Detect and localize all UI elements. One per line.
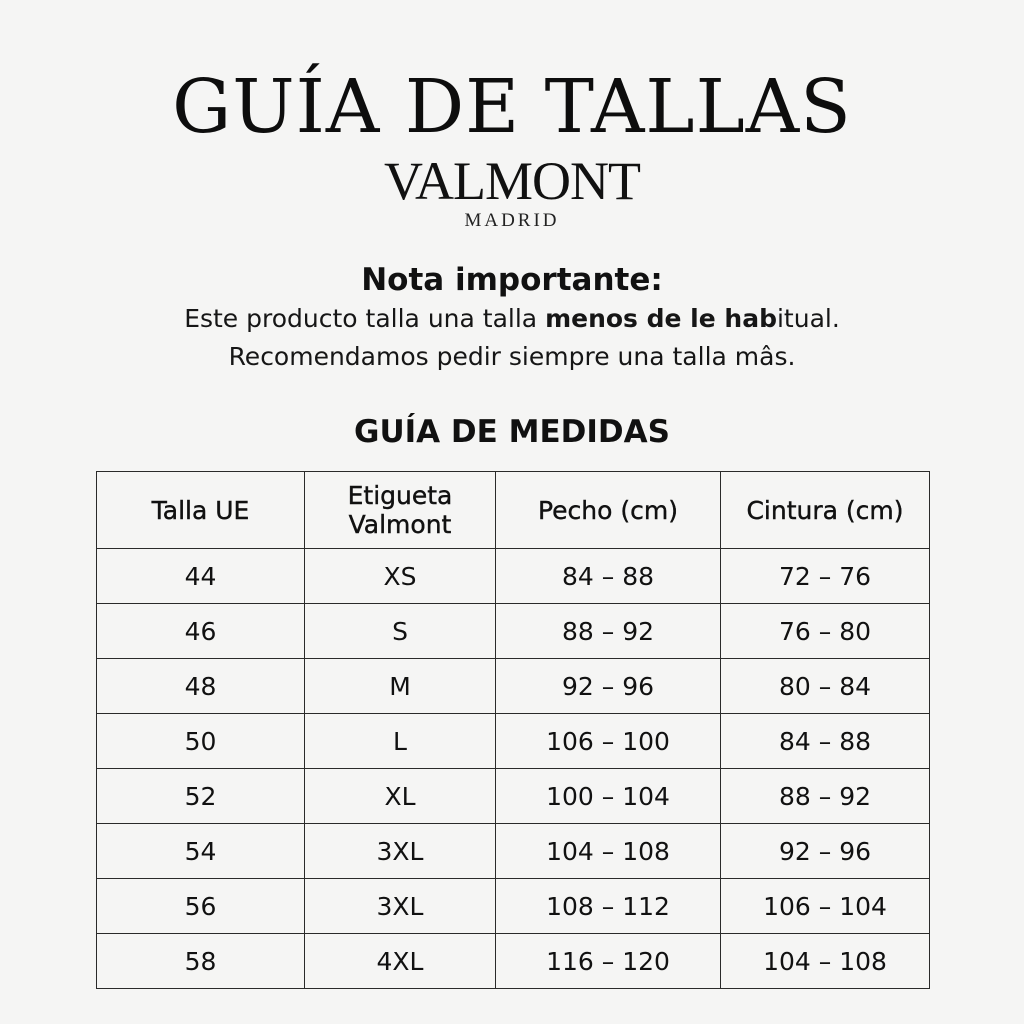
header-eu-size: Talla UE [97, 472, 305, 549]
note-line-1-end: itual. [776, 304, 840, 333]
cell-label: XL [305, 769, 496, 824]
cell-label: 4XL [305, 934, 496, 989]
note-line-1-bold: menos de le hab [545, 304, 777, 333]
cell-chest: 84 – 88 [496, 549, 721, 604]
brand-city: MADRID [464, 210, 560, 231]
cell-eu-size: 58 [97, 934, 305, 989]
table-row [97, 659, 930, 714]
header-waist: Cintura (cm) [721, 472, 930, 549]
cell-eu-size: 56 [97, 879, 305, 934]
table-row [97, 769, 930, 824]
header [0, 66, 1024, 232]
note-title: Nota importante: [361, 262, 663, 298]
important-note [0, 260, 1024, 376]
cell-waist: 76 – 80 [721, 604, 930, 659]
table-row [97, 879, 930, 934]
note-line-2: Recomendamos pedir siempre una talla mâs. [228, 342, 796, 371]
header-label-line-1: Etigueta [347, 481, 453, 510]
cell-chest: 92 – 96 [496, 659, 721, 714]
cell-label: L [305, 714, 496, 769]
table-row [97, 549, 930, 604]
cell-eu-size: 52 [97, 769, 305, 824]
cell-label: 3XL [305, 879, 496, 934]
cell-waist: 106 – 104 [721, 879, 930, 934]
cell-label: XS [305, 549, 496, 604]
cell-waist: 80 – 84 [721, 659, 930, 714]
cell-eu-size: 50 [97, 714, 305, 769]
cell-waist: 84 – 88 [721, 714, 930, 769]
table-header-row [97, 472, 930, 549]
page-title: GUÍA DE TALLAS [172, 64, 852, 150]
cell-chest: 116 – 120 [496, 934, 721, 989]
cell-label: S [305, 604, 496, 659]
cell-chest: 88 – 92 [496, 604, 721, 659]
header-chest: Pecho (cm) [496, 472, 721, 549]
table-row [97, 934, 930, 989]
cell-chest: 106 – 100 [496, 714, 721, 769]
cell-waist: 72 – 76 [721, 549, 930, 604]
cell-waist: 88 – 92 [721, 769, 930, 824]
table-row [97, 714, 930, 769]
cell-eu-size: 48 [97, 659, 305, 714]
measurements-title: GUÍA DE MEDIDAS [354, 414, 670, 450]
cell-eu-size: 44 [97, 549, 305, 604]
cell-chest: 100 – 104 [496, 769, 721, 824]
cell-label: 3XL [305, 824, 496, 879]
header-valmont-label [305, 472, 496, 549]
cell-waist: 104 – 108 [721, 934, 930, 989]
size-table [96, 471, 930, 989]
table-row [97, 604, 930, 659]
cell-label: M [305, 659, 496, 714]
cell-chest: 104 – 108 [496, 824, 721, 879]
table-row [97, 824, 930, 879]
cell-waist: 92 – 96 [721, 824, 930, 879]
header-label-line-2: Valmont [348, 510, 452, 539]
cell-eu-size: 46 [97, 604, 305, 659]
cell-chest: 108 – 112 [496, 879, 721, 934]
brand-name: VALMONT [383, 151, 640, 211]
note-line-1 [0, 300, 1024, 338]
cell-eu-size: 54 [97, 824, 305, 879]
note-line-1-start: Este producto talla una talla [184, 304, 546, 333]
